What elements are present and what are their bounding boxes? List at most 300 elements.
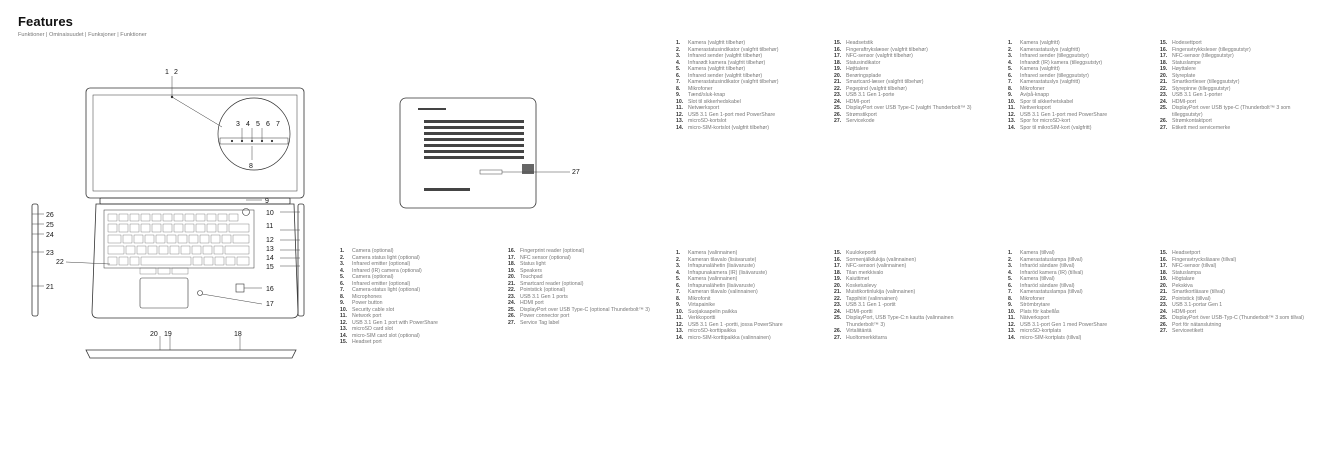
item-number: 8.	[1008, 295, 1013, 302]
item-number: 9.	[676, 302, 681, 308]
callout-20: 20	[150, 331, 158, 338]
item-label: Plats för kabellås	[1020, 308, 1060, 315]
item-number: 2.	[1008, 46, 1013, 53]
list-item	[676, 125, 824, 132]
item-label: micro-SIM-kortplats (tillval)	[1020, 334, 1082, 341]
callout-19: 19	[164, 331, 172, 338]
item-label: USB 3.1 Gen 1-port med PowerShare	[1020, 111, 1108, 118]
item-number: 23.	[834, 92, 842, 98]
item-label: Speakers	[520, 267, 542, 274]
item-label: USB 3.1 Gen 1 -portit	[846, 302, 896, 308]
danish-list-col1	[676, 40, 824, 131]
item-label: Kamera (valinnainen)	[688, 276, 738, 282]
item-number: 22.	[834, 85, 842, 92]
item-number: 4.	[1008, 59, 1013, 66]
callout-26: 26	[46, 212, 54, 219]
item-label: Infrared emitter (optional)	[352, 280, 411, 287]
item-label: Strømkontaktport	[1172, 118, 1212, 124]
item-label: microSD card slot	[352, 326, 393, 332]
item-number: 15.	[1160, 250, 1168, 256]
item-number: 26.	[834, 328, 842, 334]
item-number: 25.	[834, 315, 842, 321]
item-label: Kamerastatusindikator (valgfrit tilbehør)	[688, 46, 779, 53]
front-view	[86, 350, 296, 358]
item-number: 13.	[340, 326, 348, 332]
item-number: 27.	[1160, 124, 1168, 131]
english-list-col2	[508, 248, 660, 326]
item-label: Højttalere	[846, 66, 869, 72]
item-number: 11.	[1008, 105, 1015, 111]
item-number: 11.	[676, 105, 683, 111]
list-item	[1008, 335, 1148, 342]
item-label: Kameran tilavalo (valinnainen)	[688, 289, 758, 295]
item-number: 2.	[340, 254, 345, 261]
item-label: Kuulokeportti	[846, 250, 877, 256]
item-label: Infrapunakamera (IR) (lisävaruste)	[688, 269, 767, 276]
callout-15: 15	[266, 264, 274, 271]
item-label: Spor til mikroSIM-kort (valgfritt)	[1020, 124, 1092, 131]
item-label: Verkkoportti	[688, 315, 716, 321]
item-number: 13.	[1008, 118, 1016, 124]
item-label: Tænd/sluk-knap	[688, 92, 726, 98]
item-number: 20.	[834, 72, 842, 79]
item-number: 6.	[340, 280, 345, 287]
item-label: Tappihiiri (valinnainen)	[846, 295, 898, 302]
laptop-illustration	[0, 0, 330, 467]
item-label: Infrared sender (tilleggsutstyr)	[1020, 72, 1089, 79]
item-label: Sormenjälkilukija (valinnainen)	[846, 256, 917, 263]
item-label: Serviceetikett	[1172, 328, 1204, 334]
item-label: Av/på-knapp	[1020, 92, 1050, 98]
item-label: NFC sensor (optional)	[520, 254, 571, 261]
item-label: microSD-kortslot	[688, 118, 727, 124]
item-label: Strømstikport	[846, 111, 877, 118]
item-number: 27.	[508, 319, 516, 326]
item-number: 26.	[1160, 321, 1168, 328]
item-number: 15.	[834, 40, 842, 46]
finnish-list-col1	[676, 250, 824, 341]
item-number: 8.	[340, 293, 345, 300]
item-label: Infrared sender (valgfrit tilbehør)	[688, 53, 763, 59]
item-label: Power button	[352, 300, 383, 306]
callout-23: 23	[46, 250, 54, 257]
item-number: 10.	[340, 306, 348, 313]
laptop-lid	[86, 88, 304, 198]
item-label: Spor for microSD-kort	[1020, 118, 1071, 124]
item-number: 24.	[1160, 98, 1168, 105]
item-number: 24.	[834, 308, 842, 315]
item-label: Kosketuslevy	[846, 282, 877, 289]
item-label: Virtaliitäntä	[846, 328, 872, 334]
camera-zoom-circle	[218, 98, 290, 170]
item-label: Kamerastatuslampa (tillval)	[1020, 256, 1083, 263]
norwegian-list-col2	[1160, 40, 1315, 131]
item-number: 20.	[834, 282, 842, 289]
item-number: 26.	[508, 313, 516, 319]
list-item	[676, 335, 824, 342]
item-label: microSD-kortplats	[1020, 328, 1062, 334]
callout-18: 18	[234, 331, 242, 338]
item-number: 13.	[1008, 328, 1016, 334]
item-number: 1.	[676, 40, 681, 46]
item-label: Styrepinne (tilleggsutstyr)	[1172, 85, 1231, 92]
item-label: USB 3.1-portar Gen 1	[1172, 302, 1223, 308]
swedish-list-col2	[1160, 250, 1315, 335]
item-number: 3.	[1008, 263, 1013, 269]
item-number: 1.	[1008, 40, 1013, 46]
item-label: DisplayPort over USB Type-C (valgfri Thunderbolt™ 3)	[846, 105, 972, 111]
item-number: 10.	[676, 98, 684, 105]
fingerprint-shape	[236, 284, 244, 292]
item-number: 14.	[1008, 334, 1016, 341]
item-label: Kaiuttimet	[846, 276, 870, 282]
item-label: Suojakaapelin paikka	[688, 308, 738, 315]
danish-list-col2	[834, 40, 984, 125]
item-number: 2.	[1008, 256, 1013, 263]
item-number: 7.	[676, 289, 681, 295]
item-label: Kameran tilavalo (lisävaruste)	[688, 256, 757, 263]
item-number: 12.	[1008, 111, 1016, 118]
norwegian-list-col1	[1008, 40, 1148, 131]
item-label: Kamerastatuslampa (tillval)	[1020, 289, 1083, 295]
item-number: 4.	[1008, 269, 1013, 276]
item-label: Camera-status light (optional)	[352, 287, 421, 293]
item-label: Statusindikator	[846, 59, 881, 66]
item-label: Fingeravtrykksleser (tilleggsutstyr)	[1172, 46, 1251, 53]
item-number: 25.	[508, 306, 516, 313]
item-number: 20.	[1160, 72, 1168, 79]
item-number: 5.	[1008, 276, 1013, 282]
camera-zoom-bar	[220, 138, 288, 144]
item-number: 16.	[834, 46, 842, 53]
item-number: 22.	[1160, 295, 1168, 302]
swedish-list-col1	[1008, 250, 1148, 341]
item-number: 14.	[1008, 124, 1016, 131]
item-number: 25.	[1160, 315, 1168, 321]
list-item	[340, 339, 498, 346]
item-number: 19.	[508, 267, 516, 274]
item-label: USB 3.1 Gen 1-porter	[1172, 92, 1223, 98]
item-label: Kamera (valinnainen)	[688, 250, 738, 256]
item-number: 12.	[676, 321, 684, 328]
item-number: 16.	[1160, 46, 1168, 53]
callout-2: 2	[174, 69, 178, 76]
item-number: 1.	[340, 248, 345, 254]
item-number: 3.	[340, 261, 345, 267]
item-number: 20.	[508, 274, 516, 280]
item-number: 19.	[1160, 276, 1168, 282]
callout-11: 11	[266, 223, 274, 230]
power-button-shape	[243, 209, 250, 216]
item-label: Kamera (valgfritt)	[1020, 40, 1060, 46]
item-label: micro-SIM-kortslot (valgfrit tilbehør)	[688, 124, 769, 131]
item-label: Mikrofoner	[1020, 295, 1045, 302]
english-list-col1	[340, 248, 498, 346]
item-label: Pointstick (tillval)	[1172, 295, 1211, 302]
keyboard	[104, 210, 254, 268]
item-label: Hodesettport	[1172, 40, 1202, 46]
item-number: 27.	[834, 118, 842, 124]
callout-10: 10	[266, 210, 274, 217]
item-number: 17.	[834, 263, 842, 269]
callout-7: 7	[276, 121, 280, 128]
item-number: 18.	[1160, 59, 1168, 66]
item-label: Microphones	[352, 293, 382, 300]
item-label: Kamera (valgfritt)	[1020, 66, 1060, 72]
item-number: 18.	[508, 261, 516, 267]
item-label: Servicekode	[846, 118, 875, 124]
callout-25: 25	[46, 222, 54, 229]
item-number: 27.	[1160, 328, 1168, 334]
callout-22: 22	[56, 259, 64, 266]
item-label: USB 3.1 Gen 1 ports	[520, 293, 568, 300]
keyboard-keys	[108, 214, 249, 274]
item-number: 16.	[508, 248, 516, 254]
item-number: 7.	[1008, 79, 1013, 85]
item-number: 8.	[676, 295, 681, 302]
item-number: 6.	[1008, 72, 1013, 79]
item-label: Statuslampe	[1172, 59, 1201, 66]
item-label: Mikrofonit	[688, 295, 711, 302]
item-number: 6.	[676, 282, 681, 289]
laptop-screen	[93, 95, 297, 191]
item-label: Fingeraftrykslæser (valgfrit tilbehør)	[846, 46, 928, 53]
item-label: Muistikortinlukija (valinnainen)	[846, 289, 916, 295]
item-label: Camera (optional)	[352, 274, 394, 280]
item-label: Netværksport	[688, 105, 720, 111]
item-number: 11.	[1008, 315, 1015, 321]
item-number: 20.	[1160, 282, 1168, 289]
item-number: 14.	[676, 334, 684, 341]
list-item	[834, 335, 984, 342]
item-number: 12.	[1008, 321, 1016, 328]
callout-6: 6	[266, 121, 270, 128]
item-number: 12.	[340, 319, 348, 326]
item-label: USB 3.1 Gen 1 port with PowerShare	[352, 319, 438, 326]
item-label: Høyttalere	[1172, 66, 1196, 72]
item-label: Infraröd kamera (IR) (tillval)	[1020, 269, 1084, 276]
page-title: Features	[18, 14, 73, 29]
item-label: Pegepind (valgfrit tilbehør)	[846, 85, 907, 92]
item-label: micro-SIM-korttipaikka (valinnainen)	[688, 334, 771, 341]
item-label: Styreplate	[1172, 72, 1196, 79]
item-label: Kamera (tillval)	[1020, 250, 1055, 256]
item-label: HDMI-port	[846, 98, 870, 105]
item-label: Security cable slot	[352, 306, 395, 313]
item-label: DisplayPort over USB type-C (Thunderbolt™ 3 som tilleggsutstyr)	[1172, 105, 1291, 118]
item-label: USB 3.1 Gen 1-porte	[846, 92, 895, 98]
item-number: 6.	[676, 72, 681, 79]
item-number: 3.	[676, 263, 681, 269]
item-label: NFC-sensori (valinnainen)	[846, 263, 907, 269]
item-label: DisplayPort över USB-Typ-C (Thunderbolt™ 3 som tillval)	[1172, 315, 1305, 321]
item-label: NFC-sensor (tilleggsutstyr)	[1172, 53, 1234, 59]
list-item	[834, 118, 984, 125]
item-number: 25.	[1160, 105, 1168, 111]
item-number: 7.	[676, 79, 681, 85]
item-number: 16.	[1160, 256, 1168, 263]
callout-24: 24	[46, 232, 54, 239]
item-number: 7.	[340, 287, 345, 293]
item-number: 27.	[834, 334, 842, 341]
item-label: HDMI-port	[1172, 308, 1196, 315]
list-item	[1160, 125, 1315, 132]
item-number: 17.	[508, 254, 516, 261]
item-number: 19.	[834, 276, 842, 282]
finnish-list-col2	[834, 250, 984, 341]
item-label: Fingerprint reader (optional)	[520, 248, 585, 254]
item-number: 15.	[834, 250, 842, 256]
callout-27: 27	[572, 169, 580, 176]
item-label: HDMI port	[520, 300, 544, 306]
item-number: 22.	[834, 295, 842, 302]
item-label: Pekskiva	[1172, 282, 1193, 289]
item-number: 4.	[340, 267, 345, 274]
item-number: 8.	[676, 85, 681, 92]
item-number: 15.	[340, 339, 348, 345]
item-number: 9.	[676, 92, 681, 98]
item-number: 10.	[1008, 308, 1016, 315]
item-number: 9.	[1008, 92, 1013, 98]
item-label: Status light	[520, 261, 546, 267]
item-label: Camera status light (optional)	[352, 254, 420, 261]
callout-21: 21	[46, 284, 54, 291]
callout-4: 4	[246, 121, 250, 128]
item-label: Infrapunalähetin (lisävaruste)	[688, 263, 755, 269]
item-number: 23.	[834, 302, 842, 308]
item-number: 12.	[676, 111, 684, 118]
item-label: Kamera (tillval)	[1020, 276, 1055, 282]
item-label: DisplayPort over USB Type-C (optional Thunderbolt™ 3)	[520, 306, 650, 313]
item-number: 7.	[1008, 289, 1013, 295]
item-number: 2.	[676, 256, 681, 263]
item-label: Mikrofoner	[1020, 85, 1045, 92]
item-number: 24.	[508, 300, 516, 306]
item-number: 11.	[340, 313, 347, 319]
item-label: Statuslampa	[1172, 269, 1201, 276]
item-number: 21.	[834, 289, 842, 295]
item-label: Smartkortläsare (tillval)	[1172, 289, 1226, 295]
item-label: Infrared sender (tilleggsutstyr)	[1020, 53, 1089, 59]
item-label: micro-SIM card slot (optional)	[352, 332, 420, 339]
item-label: Kamerastatuslys (valgfritt)	[1020, 79, 1080, 85]
list-item	[1160, 105, 1315, 118]
callout-14: 14	[266, 255, 274, 262]
item-label: Nätverksport	[1020, 315, 1050, 321]
callout-9: 9	[265, 198, 269, 205]
callout-12: 12	[266, 237, 274, 244]
item-label: Power connector port	[520, 313, 570, 319]
item-number: 15.	[1160, 40, 1168, 46]
item-number: 21.	[508, 280, 516, 287]
item-label: microSD-korttipaikka	[688, 328, 736, 334]
item-label: Service Tag label	[520, 319, 560, 326]
callout-1: 1	[165, 69, 169, 76]
item-label: Touchpad	[520, 274, 543, 280]
item-number: 26.	[1160, 118, 1168, 124]
item-number: 11.	[676, 315, 683, 321]
item-number: 6.	[1008, 282, 1013, 289]
left-side-view	[32, 204, 38, 316]
item-number: 3.	[1008, 53, 1013, 59]
callout-5: 5	[256, 121, 260, 128]
list-item	[1160, 328, 1315, 335]
item-label: Network port	[352, 313, 382, 319]
item-number: 9.	[340, 300, 345, 306]
item-number: 5.	[676, 66, 681, 72]
item-number: 21.	[1160, 289, 1168, 295]
item-number: 1.	[676, 250, 681, 256]
item-label: HDMI-portti	[846, 308, 873, 315]
item-number: 26.	[834, 111, 842, 118]
item-label: Infraröd sändare (tillval)	[1020, 282, 1075, 289]
item-label: Headsetport	[1172, 250, 1201, 256]
item-label: Pointstick (optional)	[520, 287, 566, 293]
item-label: NFC-sensor (valgfrit tilbehør)	[846, 53, 913, 59]
item-label: Smartcard reader (optional)	[520, 280, 584, 287]
item-label: Virtapainike	[688, 302, 716, 308]
callout-13: 13	[266, 246, 274, 253]
item-number: 22.	[508, 287, 516, 293]
item-label: Infrared emitter (optional)	[352, 261, 411, 267]
item-number: 13.	[676, 328, 684, 334]
touchpad	[140, 278, 188, 308]
item-number: 25.	[834, 105, 842, 111]
item-number: 14.	[676, 124, 684, 131]
item-label: Berøringsplade	[846, 72, 882, 79]
item-label: Infrarødt kamera (valgfrit tilbehør)	[688, 59, 766, 66]
callout-16: 16	[266, 286, 274, 293]
list-item	[508, 320, 660, 327]
item-label: Infraröd sändare (tillval)	[1020, 263, 1075, 269]
item-number: 18.	[1160, 269, 1168, 276]
item-number: 4.	[676, 59, 681, 66]
item-number: 23.	[1160, 92, 1168, 98]
item-label: Kamerastatusindikator (valgfrit tilbehør)	[688, 79, 779, 85]
laptop-hinge	[100, 198, 290, 204]
callout-numbers	[46, 69, 280, 338]
item-label: Headsetstik	[846, 40, 874, 46]
page-subtitle: Funktioner | Ominaisuudet | Funksjoner | Funktioner	[18, 32, 147, 38]
item-number: 1.	[1008, 250, 1013, 256]
item-label: Infrapunalähetin (lisävaruste)	[688, 282, 755, 289]
callout-8: 8	[249, 163, 253, 170]
item-label: Mikrofoner	[688, 85, 713, 92]
item-number: 10.	[676, 308, 684, 315]
item-number: 19.	[834, 66, 842, 72]
item-number: 5.	[1008, 66, 1013, 72]
item-number: 24.	[834, 98, 842, 105]
nfc-shape	[198, 291, 203, 296]
callout-3: 3	[236, 121, 240, 128]
list-item	[834, 315, 984, 328]
item-label: Smartcard-læser (valgfrit tilbehør)	[846, 79, 924, 85]
item-number: 3.	[676, 53, 681, 59]
right-side-view	[298, 204, 304, 316]
item-label: USB 3.1-port Gen 1 med PowerShare	[1020, 321, 1108, 328]
item-number: 4.	[676, 269, 681, 276]
item-label: Kamerastatuslys (valgfritt)	[1020, 46, 1080, 53]
item-label: Infrared (IR) camera (optional)	[352, 267, 422, 274]
item-number: 8.	[1008, 85, 1013, 92]
item-number: 24.	[1160, 308, 1168, 315]
item-number: 14.	[340, 332, 348, 339]
item-number: 21.	[834, 79, 842, 85]
callout-17: 17	[266, 301, 274, 308]
item-number: 17.	[834, 53, 842, 59]
item-label: Slot til sikkerhedskabel	[688, 98, 741, 105]
item-label: Smartkortleser (tilleggsutstyr)	[1172, 79, 1240, 85]
